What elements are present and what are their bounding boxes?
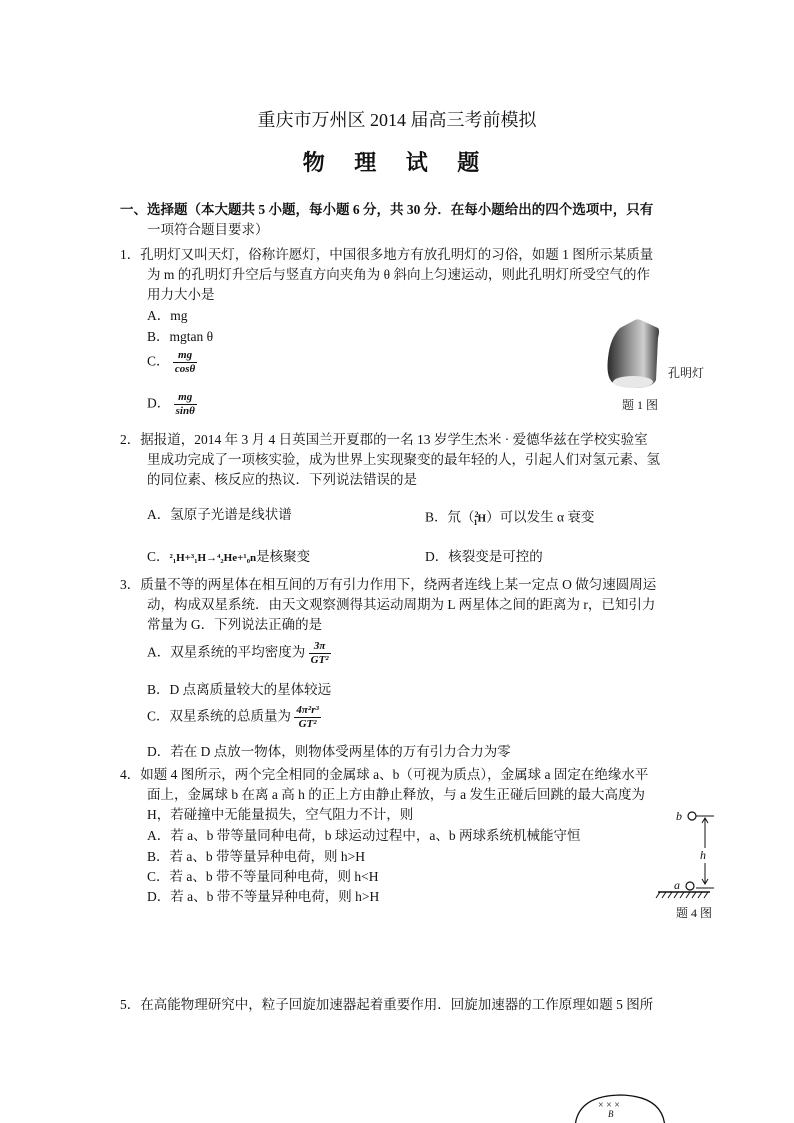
q1-option-d-fraction <box>174 391 197 418</box>
deuterium-symbol: $^2_1$H <box>473 510 487 527</box>
section-heading: 一、选择题（本大题共 5 小题，每小题 6 分，共 30 分．在每小题给出的四个选项中，只有 <box>120 202 654 217</box>
fusion-equation: ²₁H+³₁H→⁴₂He+¹₀n <box>169 552 257 564</box>
q1-figure <box>600 318 720 418</box>
q2-option-c-label: C． <box>147 549 170 564</box>
cyclotron-dee-diagram <box>570 1090 670 1123</box>
q4-option-d: D．若 a、b 带不等量异种电荷，则 h>H <box>147 889 380 904</box>
q3-line1: 3．质量不等的两星体在相互间的万有引力作用下，绕两者连线上某一定点 O 做匀速圆周运 <box>120 577 657 592</box>
q3-option-c-text: C．双星系统的总质量为 <box>147 708 292 724</box>
exam-subtitle: 物 理 试 题 <box>302 150 492 175</box>
q3-line3: 常量为 G．下列说法正确的是 <box>147 617 323 632</box>
fraction-denominator: GT² <box>310 654 329 666</box>
q5-figure-partial <box>570 1090 670 1123</box>
q5-field-label: B <box>608 1109 614 1119</box>
q4-figure-label-h: h <box>700 848 706 862</box>
q3-option-d: D．若在 D 点放一物体，则物体受两星体的万有引力合力为零 <box>147 744 511 759</box>
q1-option-c-fraction <box>173 349 197 376</box>
q1-line1: 1．孔明灯又叫天灯，俗称许愿灯，中国很多地方有放孔明灯的习俗，如题 1 图所示某质量 <box>120 247 654 262</box>
q2-line1: 2．据报道，2014 年 3 月 4 日英国兰开夏郡的一名 13 岁学生杰米 · 爱德华兹在学校实验室 <box>120 432 648 447</box>
exam-title: 重庆市万州区 2014 届高三考前模拟 <box>257 110 537 130</box>
q4-figure <box>650 808 730 923</box>
q1-figure-label: 孔明灯 <box>668 366 705 380</box>
q2-line3: 的同位素、核反应的热议．下列说法错误的是 <box>147 472 417 487</box>
q2-option-c-post: 是核聚变 <box>256 549 311 564</box>
q2-option-d: D．核裂变是可控的 <box>425 549 543 564</box>
fraction-denominator: GT² <box>298 718 317 730</box>
q2-option-b <box>425 505 594 533</box>
q4-figure-label-b: b <box>676 809 682 823</box>
q2-option-b-post: ）可以发生 α 衰变 <box>486 509 595 525</box>
q4-line2: 面上，金属球 b 在离 a 高 h 的正上方由静止释放，与 a 发生正碰后回跳的最大高度为 <box>147 787 645 802</box>
fraction-numerator: 3π <box>309 640 331 654</box>
q3-option-a-fraction <box>309 640 331 667</box>
q1-option-d <box>147 391 197 418</box>
q3-line2: 动，构成双星系统．由天文观察测得其运动周期为 L 两星体之间的距离为 r，已知引力 <box>147 597 656 612</box>
q1-option-a: A．mg <box>147 308 188 323</box>
q3-option-a <box>147 640 331 667</box>
section-heading-cont: 一项符合题目要求） <box>147 222 269 237</box>
q1-line2: 为 m 的孔明灯升空后与竖直方向夹角为 θ 斜向上匀速运动，则此孔明灯所受空气的作 <box>147 267 650 282</box>
q1-figure-caption: 题 1 图 <box>622 398 659 412</box>
q1-line3: 用力大小是 <box>147 287 215 302</box>
fraction-denominator: cosθ <box>174 363 196 375</box>
fraction-numerator: mg <box>173 349 197 363</box>
q5-field-marks: × × × <box>598 1100 620 1111</box>
q1-option-b: B．mgtan θ <box>147 329 214 344</box>
q4-option-b: B．若 a、b 带等量异种电荷，则 h>H <box>147 849 365 864</box>
q4-figure-caption: 题 4 图 <box>676 906 713 920</box>
q2-option-b-pre: B．氘（ <box>425 509 475 525</box>
fraction-denominator: sinθ <box>175 405 195 417</box>
q3-option-b: B．D 点离质量较大的星体较远 <box>147 682 332 697</box>
q1-option-c-label: C． <box>147 353 170 369</box>
q4-option-a: A．若 a、b 带等量同种电荷，b 球运动过程中，a、b 两球系统机械能守恒 <box>147 828 581 843</box>
q2-line2: 里成功完成了一项核实验，成为世界上实现聚变的最年轻的人，引起人们对氢元素、氢 <box>147 452 660 467</box>
q4-option-c: C．若 a、b 带不等量同种电荷，则 h<H <box>147 869 379 884</box>
q3-option-c-fraction <box>294 704 320 731</box>
q3-option-a-text: A．双星系统的平均密度为 <box>147 644 306 660</box>
q4-line1: 4．如题 4 图所示，两个完全相同的金属球 a、b（可视为质点），金属球 a 固定在绝缘水平 <box>120 767 649 782</box>
q1-option-c <box>147 349 197 376</box>
q5-line1: 5．在高能物理研究中，粒子回旋加速器起着重要作用．回旋加速器的工作原理如题 5 图所 <box>120 997 654 1012</box>
q4-line3: H，若碰撞中无能量损失，空气阻力不计，则 <box>147 807 414 822</box>
q2-option-a: A．氢原子光谱是线状谱 <box>147 507 292 522</box>
q1-option-d-label: D． <box>147 395 171 411</box>
q4-figure-label-a: a <box>674 878 680 892</box>
q2-option-c <box>147 547 310 568</box>
q3-option-c <box>147 704 321 731</box>
fraction-numerator: 4π²r³ <box>296 704 319 716</box>
fraction-numerator: mg <box>174 391 197 405</box>
